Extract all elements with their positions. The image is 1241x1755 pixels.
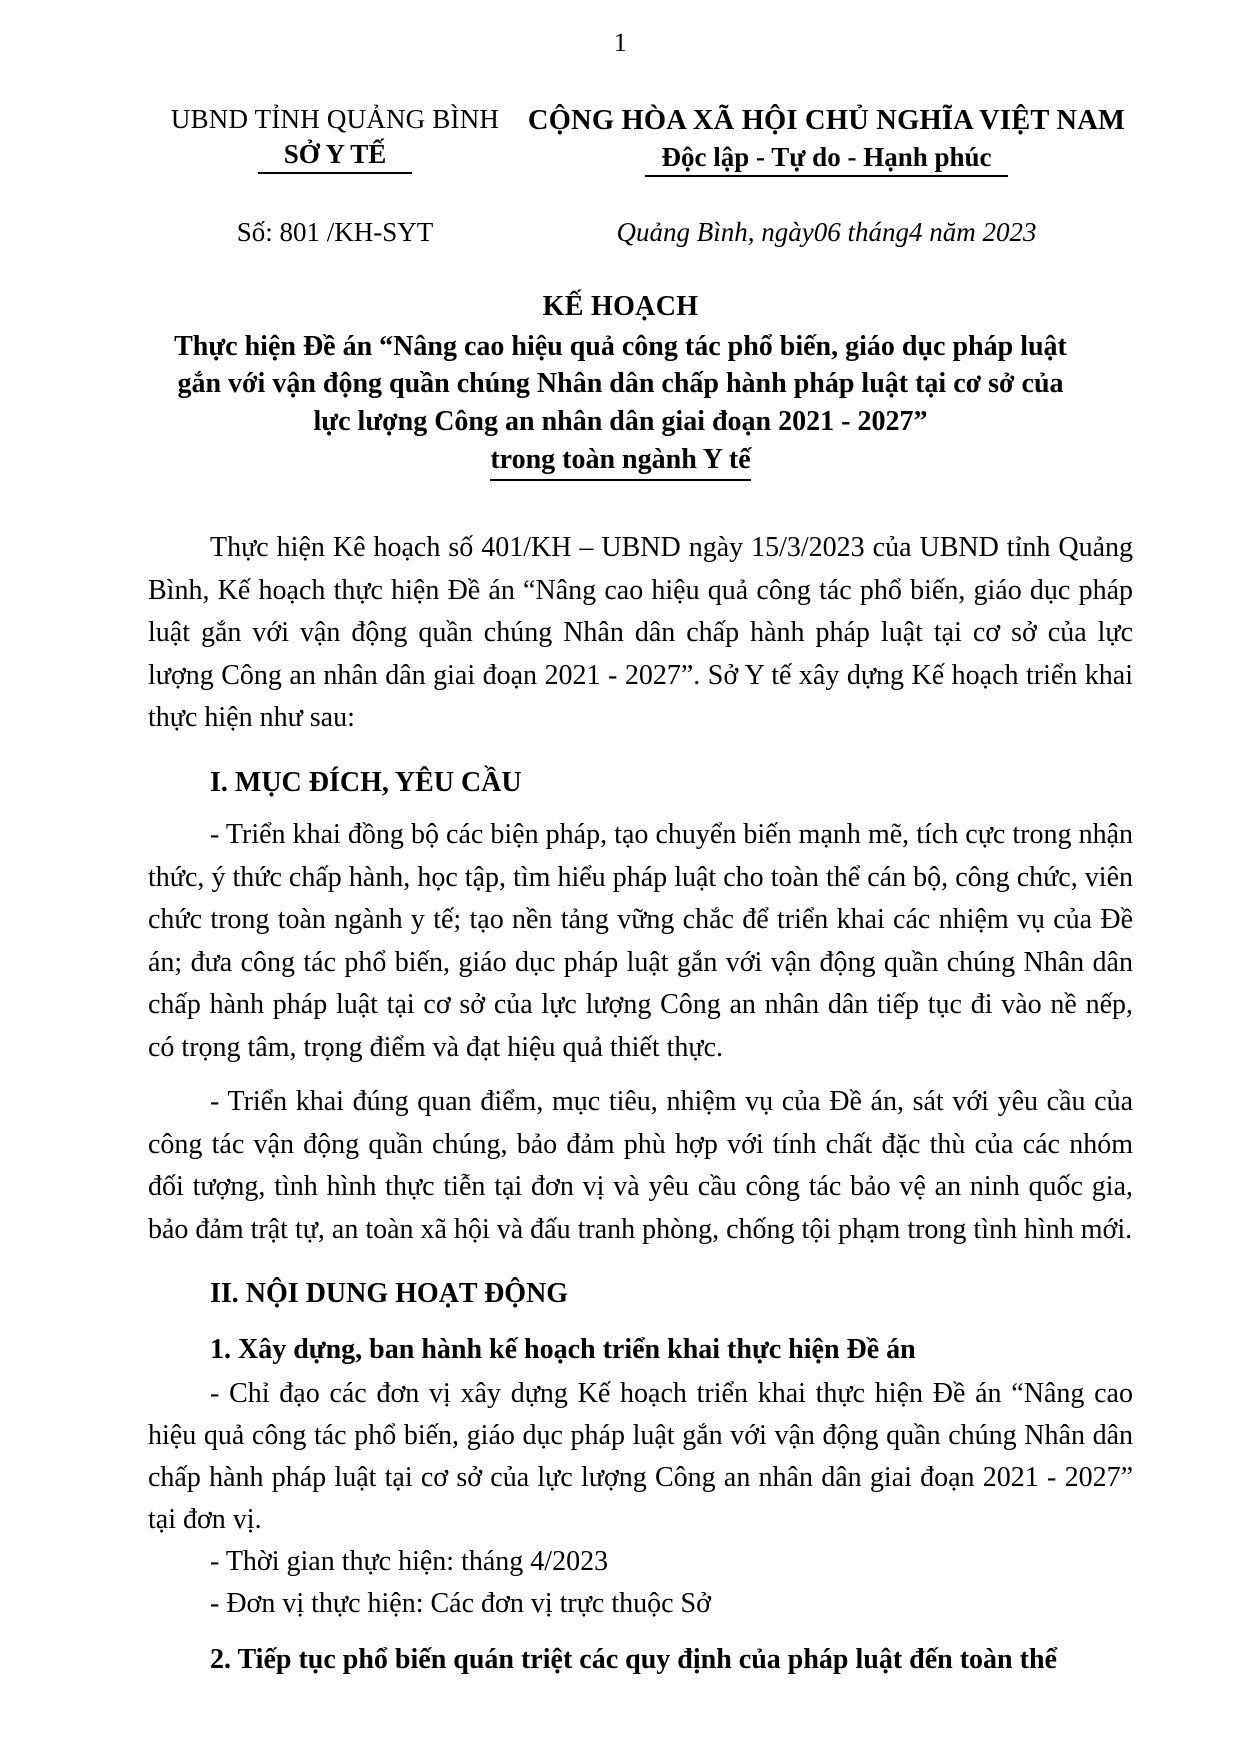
subsection-1-timeline: - Thời gian thực hiện: tháng 4/2023 bbox=[210, 1546, 609, 1578]
province-authority-label: UBND TỈNH QUẢNG BÌNH bbox=[170, 104, 500, 134]
section-heading-i: I. MỤC ĐÍCH, YÊU CẦU bbox=[210, 767, 522, 798]
document-type-heading: KẾ HOẠCH bbox=[542, 291, 699, 323]
department-label: SỞ Y TẾ bbox=[258, 138, 413, 174]
document-scope bbox=[100, 442, 1141, 481]
section-i-paragraph-2: - Triển khai đúng quan điểm, mục tiêu, nhiệm vụ của Đề án, sát với yêu cầu của công tác vận động quần chúng, bảo đảm phù hợp với tính chất đặc thù của các nhóm đối tượng, tình hình thực tiễn tại đơn vị và yêu cầu công tác bảo vệ an ninh quốc gia, bảo đảm trật tự, an toàn xã hội và đấu tranh phòng, chống tội phạm trong tình hình mới. bbox=[148, 1086, 1133, 1245]
document-meta-row bbox=[0, 217, 1241, 248]
document-number: Số: 801 /KH-SYT bbox=[236, 217, 434, 248]
national-motto-label: Độc lập - Tự do - Hạnh phúc bbox=[645, 141, 1007, 177]
document-title-line-2: gắn với vận động quần chúng Nhân dân chấp hành pháp luật tại cơ sở của bbox=[177, 368, 1064, 400]
document-body bbox=[0, 527, 1241, 1681]
letterhead bbox=[0, 104, 1241, 177]
section-heading-ii: II. NỘI DUNG HOẠT ĐỘNG bbox=[210, 1278, 569, 1310]
subsection-1-responsible-unit: - Đơn vị thực hiện: Các đơn vị trực thuộc Sở bbox=[210, 1588, 711, 1620]
country-name-label: CỘNG HÒA XÃ HỘI CHỦ NGHĨA VIỆT NAM bbox=[527, 105, 1126, 136]
document-title-line-3: lực lượng Công an nhân dân giai đoạn 2021 - 2027” bbox=[313, 405, 928, 437]
intro-paragraph: Thực hiện Kê hoạch số 401/KH – UBND ngày 15/3/2023 của UBND tỉnh Quảng Bình, Kế hoạch thực hiện Đề án “Nâng cao hiệu quả công tác phổ biến, giáo dục pháp luật gắn với vận động quần chúng Nhân dân chấp hành pháp luật tại cơ sở của lực lượng Công an nhân dân giai đoạn 2021 - 2027”. Sở Y tế xây dựng Kế hoạch triển khai thực hiện như sau: bbox=[148, 532, 1133, 734]
title-block bbox=[0, 290, 1241, 481]
section-i-paragraph-1: - Triển khai đồng bộ các biện pháp, tạo chuyển biến mạnh mẽ, tích cực trong nhận thức, ý thức chấp hành, học tập, tìm hiểu pháp luật cho toàn thể cán bộ, công chức, viên chức trong toàn ngành y tế; tạo nền tảng vững chắc để triển khai các nhiệm vụ của Đề án; đưa công tác phổ biến, giáo dục pháp luật gắn với vận động quần chúng Nhân dân chấp hành pháp luật tại cơ sở của lực lượng Công an nhân dân tiếp tục đi vào nề nếp, có trọng tâm, trọng điểm và đạt hiệu quả thiết thực. bbox=[148, 819, 1133, 1063]
document-scope-label: trong toàn ngành Y tế bbox=[490, 442, 750, 481]
document-title-line-1: Thực hiện Đề án “Nâng cao hiệu quả công tác phổ biến, giáo dục pháp luật bbox=[174, 331, 1067, 363]
place-and-date: Quảng Bình, ngày06 tháng4 năm 2023 bbox=[616, 217, 1037, 248]
subsection-heading-1: 1. Xây dựng, ban hành kế hoạch triển khai thực hiện Đề án bbox=[210, 1334, 916, 1366]
subsection-heading-2: 2. Tiếp tục phổ biến quán triệt các quy định của pháp luật đến toàn thể bbox=[210, 1644, 1057, 1676]
page-number: 1 bbox=[613, 28, 628, 57]
document-title bbox=[100, 328, 1141, 440]
issuing-authority bbox=[150, 104, 520, 174]
national-heading bbox=[520, 104, 1133, 177]
subsection-1-paragraph: - Chỉ đạo các đơn vị xây dựng Kế hoạch triển khai thực hiện Đề án “Nâng cao hiệu quả công tác phổ biến, giáo dục pháp luật gắn với vận động quần chúng Nhân dân chấp hành pháp luật tại cơ sở của lực lượng Công an nhân dân giai đoạn 2021 - 2027” tại đơn vị. bbox=[148, 1378, 1133, 1536]
